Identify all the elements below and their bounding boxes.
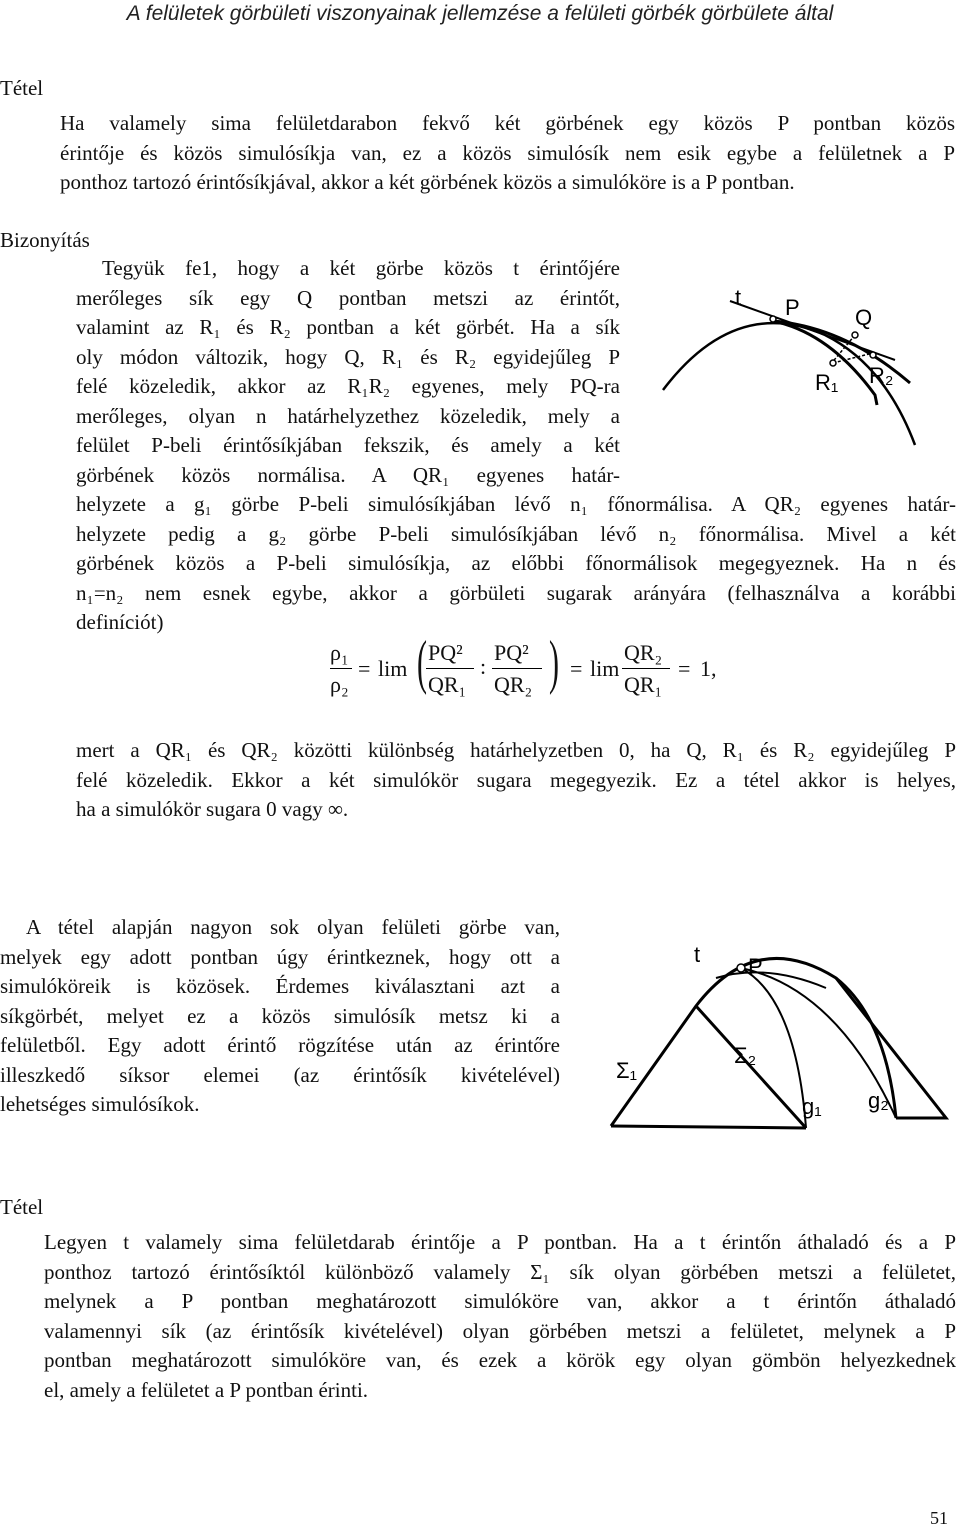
text-line: felé közeledik, akkor az R₁R₂ egyenes, mely PQ-ra <box>76 374 620 398</box>
eq-pq2-b: PQ² <box>494 640 529 665</box>
eq-paren-right: ) <box>548 629 559 695</box>
text-line: Tegyük fe1, hogy a két görbe közös t érintőjére <box>102 256 620 280</box>
eq-fraction-bar <box>492 668 542 669</box>
plane-sigma2-edge <box>836 978 946 1118</box>
text-line: ha a simulókör sugara 0 vagy ∞. <box>76 797 349 821</box>
eq-lim-1: lim <box>378 656 408 681</box>
theorem-2-text <box>44 1228 956 1405</box>
text-line: helyzete a g₁ görbe P-beli simulósíkjában lévő n₁ főnormálisa. A QR₂ egyenes határ- <box>76 492 956 516</box>
eq-equals: = <box>678 656 691 681</box>
eq-fraction-bar <box>622 668 670 669</box>
text-line: valamint az R₁ és R₂ pontban a két görbét. Ha a sík <box>76 315 620 339</box>
eq-qr1-b: QR₁ <box>624 672 663 697</box>
eq-colon: : <box>480 654 487 679</box>
text-line: görbének közös a P-beli simulósíkja, az előbbi főnormálisok megegyeznek. Ha n és <box>76 551 956 575</box>
text-line: illeszkedő síksor elemei (az érintősík kivételével) <box>0 1062 560 1087</box>
text-line: melyek egy adott pontban úgy érintkeznek, hogy ott a <box>0 944 560 969</box>
text-line: simulóköreik is közösek. Érdemes kiválasztani azt a <box>0 974 560 998</box>
text-line: melynek a P pontban meghatározott simulóköre van, akkor a t érintőn áthaladó <box>44 1289 956 1313</box>
label-g1: g₁ <box>802 1094 822 1119</box>
text-line: felületből. Egy adott érintő rögzítése után az érintőre <box>0 1033 560 1057</box>
text-line: helyzete pedig a g₂ görbe P-beli simulósíkjában lévő n₂ főnormálisa. Mivel a két <box>76 521 956 546</box>
eq-rho2: ρ₂ <box>330 672 349 697</box>
eq-result: 1, <box>700 656 717 681</box>
point-p <box>770 316 776 322</box>
eq-fraction-bar <box>426 668 474 669</box>
text-line: Ha valamely sima felületdarabon fekvő két görbének egy közös P pontban közös <box>60 111 955 135</box>
eq-lim-2: lim <box>590 656 620 681</box>
text-line: valamennyi sík (az érintősík kivételével) olyan görbében metszi a felületet, melynek a P <box>44 1318 956 1343</box>
text-line: síkgörbét, melyet ez a közös simulósík metsz ki a <box>0 1003 560 1028</box>
text-line: A tétel alapján nagyon sok olyan felületi görbe van, <box>26 915 560 939</box>
text-line: merőleges sík egy Q pontban metszi az érintőt, <box>76 285 620 310</box>
label-sigma2: Σ₂ <box>734 1043 757 1068</box>
text-line: ponthoz tartozó érintősíktól különböző valamely Σ₁ sík olyan görbében metszi a felületet, <box>44 1259 956 1284</box>
label-sigma1: Σ₁ <box>616 1058 638 1083</box>
tangent-line <box>716 972 826 988</box>
eq-paren-left: ( <box>416 629 427 695</box>
proof-conclusion <box>76 736 956 825</box>
label-t: t <box>694 942 701 967</box>
eq-equals: = <box>358 656 371 681</box>
point-r2 <box>870 352 876 358</box>
figure-osculating-planes <box>606 918 956 1140</box>
eq-rho1: ρ₁ <box>330 640 349 665</box>
text-line: felé közeledik. Ekkor a két simulókör sugara megegyezik. Ez a tétel akkor is helyes, <box>76 767 956 792</box>
text-line: mert a QR₁ és QR₂ közötti különbség határhelyzetben 0, ha Q, R₁ és R₂ egyidejűleg P <box>76 738 956 762</box>
text-line: oly módon változik, hogy Q, R₁ és R₂ egyidejűleg P <box>76 344 620 369</box>
text-line: felület P-beli érintősíkjában fekszik, és amely a két <box>76 433 620 457</box>
label-r1: R₁ <box>815 370 839 395</box>
point-q <box>852 332 858 338</box>
plane-sigma1-base <box>611 1126 806 1128</box>
page-number: 51 <box>930 1508 948 1528</box>
label-g2: g₂ <box>868 1088 889 1113</box>
label-t: t <box>735 285 742 310</box>
label-r2: R₂ <box>869 363 894 388</box>
page-header: A felületek görbületi viszonyainak jellemzése a felületi görbék görbülete által <box>126 2 834 25</box>
text-line: görbének közös normálisa. A QR₁ egyenes határ- <box>76 462 620 487</box>
label-q: Q <box>855 305 873 330</box>
theorem-2-label: Tétel <box>0 1195 44 1219</box>
text-line: pontban meghatározott simulóköre van, és ezek a körök egy olyan gömbön helyezkednek <box>44 1348 956 1372</box>
text-line: el, amely a felületet a P pontban érinti. <box>44 1377 369 1402</box>
eq-qr1-a: QR₁ <box>428 672 467 697</box>
eq-qr2-b: QR₂ <box>624 640 663 665</box>
text-line: definíciót) <box>76 610 164 634</box>
proof-label: Bizonyítás <box>0 228 90 252</box>
label-p: P <box>748 954 763 979</box>
proof-text-full <box>76 490 956 638</box>
text-line: érintője és közös simulósíkja van, ez a közös simulósík nem esik egybe a felületnek a P <box>60 140 955 165</box>
text-line: n₁=n₂ nem esnek egybe, akkor a görbületi sugarak arányára (felhasználva a korábbi <box>76 580 956 605</box>
text-line: Legyen t valamely sima felületdarab érintője a P pontban. Ha a t érintőn áthaladó és a P <box>44 1230 956 1254</box>
eq-fraction-bar <box>330 668 352 669</box>
text-line: merőleges, olyan n határhelyzethez közeledik, mely a <box>76 403 620 428</box>
eq-qr2-a: QR₂ <box>494 672 533 697</box>
text-line: ponthoz tartozó érintősíkjával, akkor a két görbének közös a simulóköre is a P pontban. <box>60 170 795 194</box>
theorem-1-text <box>60 109 955 198</box>
equation-ratio <box>330 629 750 720</box>
text-line: lehetséges simulósíkok. <box>0 1092 200 1116</box>
paragraph-osculating <box>0 913 560 1120</box>
proof-text-left <box>76 254 620 490</box>
figure-curves-intersection <box>655 275 945 465</box>
eq-pq2-a: PQ² <box>428 640 463 665</box>
eq-equals: = <box>570 656 583 681</box>
theorem-1-label: Tétel <box>0 76 44 100</box>
point-p <box>737 964 745 972</box>
point-r1 <box>830 360 836 366</box>
label-p: P <box>785 295 800 320</box>
